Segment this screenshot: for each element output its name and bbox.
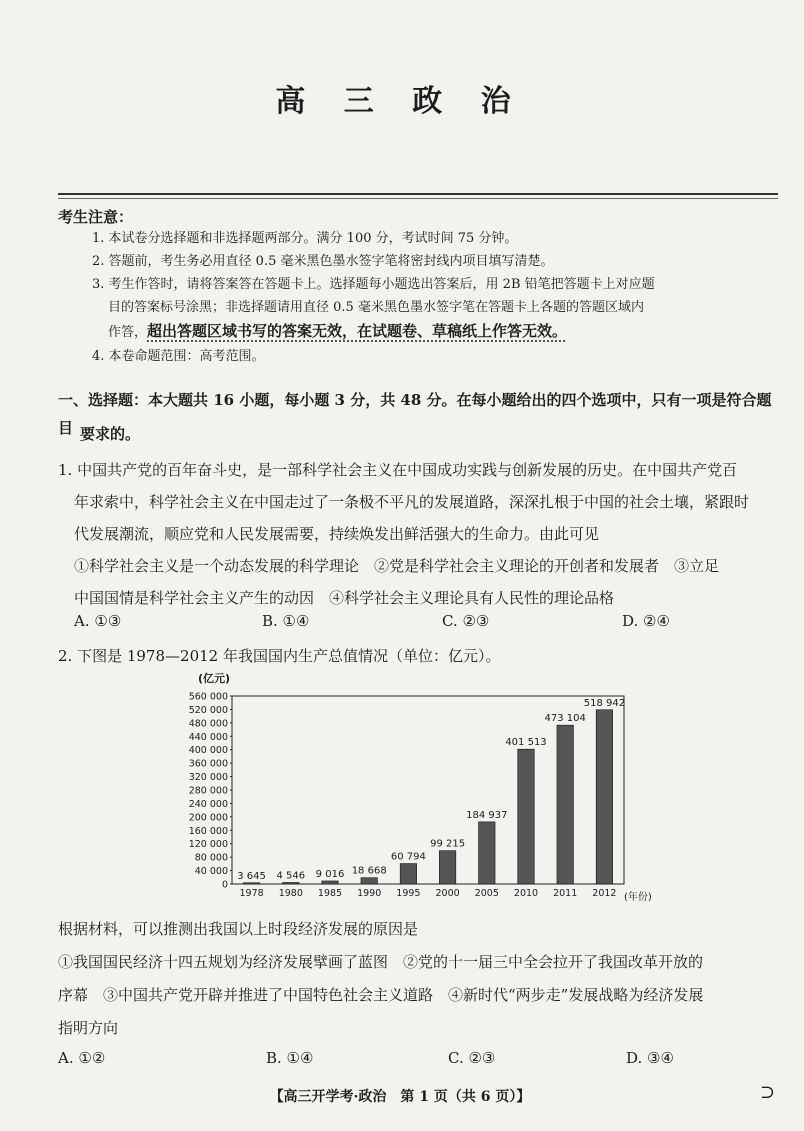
q1-line3: 代发展潮流，顺应党和人民发展需要，持续焕发出鲜活强大的生命力。由此可见 bbox=[74, 525, 600, 543]
q1-line5: 中国国情是科学社会主义产生的动因 ④科学社会主义理论具有人民性的理论品格 bbox=[74, 589, 615, 607]
q1-option-c: C. ②③ bbox=[442, 612, 490, 630]
x-tick-label: 2000 bbox=[435, 888, 460, 899]
data-label-2011: 473 104 bbox=[544, 713, 586, 725]
data-label-2012: 518 942 bbox=[583, 697, 626, 709]
data-label-2000: 99 215 bbox=[430, 838, 466, 850]
y-tick-label: 280 000 bbox=[188, 785, 228, 797]
q2-option-b: B. ①④ bbox=[266, 1049, 314, 1067]
q1-option-a: A. ①③ bbox=[74, 612, 122, 630]
notice-item-4: 4. 本卷命题范围：高考范围。 bbox=[92, 349, 265, 364]
y-tick-label: 560 000 bbox=[188, 691, 228, 703]
q1-line1: 1. 中国共产党的百年奋斗史，是一部科学社会主义在中国成功实践与创新发展的历史。在中国共产党百 bbox=[58, 461, 738, 479]
bar-1990 bbox=[361, 878, 377, 884]
corner-mark: ⊃ bbox=[760, 1082, 776, 1103]
q1-line2: 年求索中，科学社会主义在中国走过了一条极不平凡的发展道路，深深扎根于中国的社会土壤，紧跟时 bbox=[74, 493, 750, 511]
data-label-1985: 9 016 bbox=[315, 868, 345, 880]
section-heading-line1: 一、选择题：本大题共 16 小题，每小题 3 分，共 48 分。在每小题给出的四个选项中，只有一项是符合题目 bbox=[58, 391, 772, 437]
y-tick-label: 0 bbox=[221, 879, 228, 891]
y-tick-label: 320 000 bbox=[188, 772, 228, 784]
data-label-2010: 401 513 bbox=[505, 737, 547, 749]
notice-item-3-pre: 作答， bbox=[108, 325, 148, 340]
notice-item-3-line1: 3. 考生作答时，请将答案答在答题卡上。选择题每小题选出答案后，用 2B 铅笔把答题卡上对应题 bbox=[92, 277, 655, 292]
data-label-1978: 3 645 bbox=[237, 870, 266, 882]
x-tick-label: 2012 bbox=[592, 888, 617, 899]
notice-item-3-line3 bbox=[108, 320, 798, 344]
bar-2012 bbox=[596, 710, 612, 884]
y-axis-label: (亿元) bbox=[198, 672, 231, 685]
x-axis-label: (年份) bbox=[624, 892, 652, 903]
x-tick-label: 1990 bbox=[357, 888, 382, 899]
q2-stem: 2. 下图是 1978—2012 年我国国内生产总值情况（单位：亿元）。 bbox=[58, 647, 501, 665]
notice-heading: 考生注意： bbox=[58, 208, 134, 226]
bar-1985 bbox=[322, 881, 338, 884]
q1-option-d: D. ②④ bbox=[622, 612, 670, 630]
q2-line4: 指明方向 bbox=[58, 1019, 119, 1037]
y-tick-label: 240 000 bbox=[188, 798, 228, 810]
q1-line4: ①科学社会主义是一个动态发展的科学理论 ②党是科学社会主义理论的开创者和发展者 ③立足 bbox=[74, 557, 720, 575]
bar-2010 bbox=[518, 749, 534, 884]
q2-option-c: C. ②③ bbox=[448, 1049, 496, 1067]
bar-1995 bbox=[400, 864, 416, 884]
bar-2005 bbox=[479, 822, 495, 884]
header-rule-thin bbox=[58, 198, 778, 199]
y-tick-label: 480 000 bbox=[188, 718, 228, 730]
y-tick-label: 40 000 bbox=[194, 866, 228, 878]
data-label-1990: 18 668 bbox=[351, 865, 387, 877]
y-tick-label: 80 000 bbox=[194, 852, 228, 864]
q2-line2: ①我国国民经济十四五规划为经济发展擘画了蓝图 ②党的十一届三中全会拉开了我国改革开放的 bbox=[58, 953, 704, 971]
data-label-1995: 60 794 bbox=[390, 851, 426, 863]
notice-item-2: 2. 答题前，考生务必用直径 0.5 毫米黑色墨水签字笔将密封线内项目填写清楚。 bbox=[92, 254, 554, 269]
bar-2011 bbox=[557, 725, 573, 884]
x-tick-label: 1985 bbox=[317, 888, 343, 899]
x-tick-label: 1995 bbox=[396, 888, 421, 899]
notice-item-3-line2: 目的答案标号涂黑；非选择题请用直径 0.5 毫米黑色墨水签字笔在答题卡上各题的答题区域内 bbox=[108, 300, 644, 315]
y-tick-label: 440 000 bbox=[188, 731, 228, 743]
header-rule bbox=[58, 193, 778, 195]
page-footer: 【高三开学考·政治 第 1 页（共 6 页）】 bbox=[269, 1089, 531, 1105]
bar-1980 bbox=[283, 882, 299, 884]
y-tick-label: 120 000 bbox=[188, 839, 228, 851]
data-label-1980: 4 546 bbox=[276, 870, 306, 882]
q2-option-a: A. ①② bbox=[58, 1049, 106, 1067]
x-tick-label: 1978 bbox=[239, 888, 264, 899]
data-label-2005: 184 937 bbox=[466, 809, 508, 821]
notice-item-1: 1. 本试卷分选择题和非选择题两部分。满分 100 分，考试时间 75 分钟。 bbox=[92, 231, 518, 246]
x-tick-label: 2010 bbox=[513, 888, 539, 899]
x-tick-label: 2011 bbox=[553, 888, 578, 899]
x-tick-label: 1980 bbox=[278, 888, 303, 899]
y-tick-label: 400 000 bbox=[188, 745, 228, 757]
gdp-bar-chart bbox=[180, 668, 652, 904]
q1-option-b: B. ①④ bbox=[262, 612, 310, 630]
bar-2000 bbox=[439, 851, 455, 884]
y-tick-label: 200 000 bbox=[188, 812, 228, 824]
q2-line1: 根据材料，可以推测出我国以上时段经济发展的原因是 bbox=[58, 920, 419, 938]
y-tick-label: 360 000 bbox=[188, 758, 228, 770]
y-tick-label: 520 000 bbox=[188, 704, 228, 716]
notice-emphasis: 超出答题区域书写的答案无效，在试题卷、草稿纸上作答无效。 bbox=[147, 322, 568, 340]
q2-option-d: D. ③④ bbox=[626, 1049, 674, 1067]
x-tick-label: 2005 bbox=[474, 888, 499, 899]
page-title: 高 三 政 治 bbox=[275, 84, 525, 119]
q2-line3: 序幕 ③中国共产党开辟并推进了中国特色社会主义道路 ④新时代“两步走”发展战略为经济发展 bbox=[58, 986, 704, 1004]
section-heading-line2: 要求的。 bbox=[80, 425, 141, 443]
bar-1978 bbox=[243, 883, 259, 884]
y-tick-label: 160 000 bbox=[188, 825, 228, 837]
